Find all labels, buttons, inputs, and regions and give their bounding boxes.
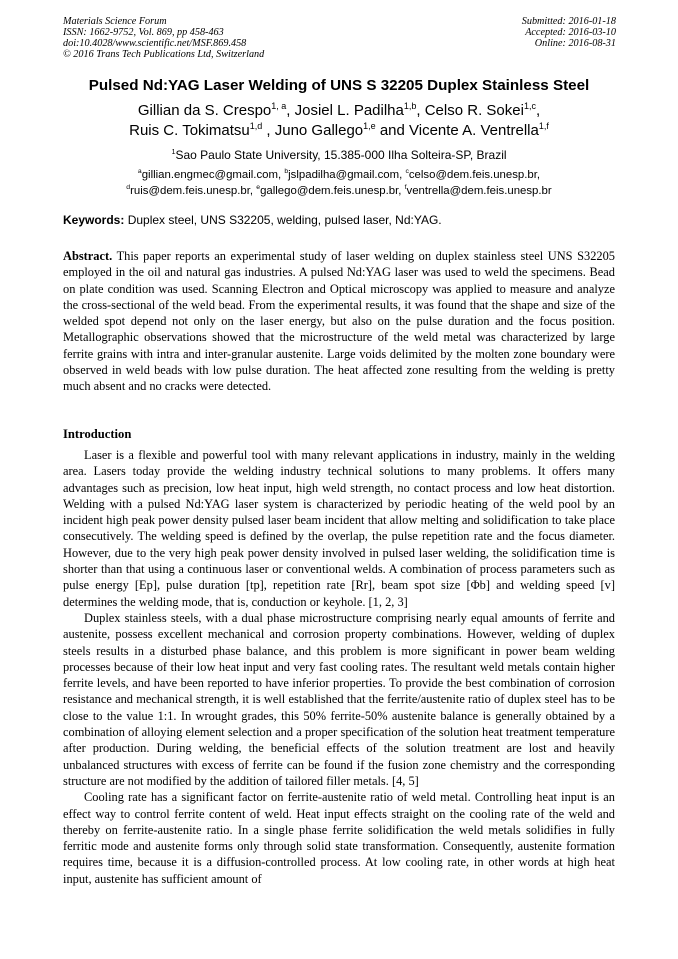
author-sup: 1,b [403, 101, 417, 111]
email-sup: d [126, 183, 131, 191]
keywords-label: Keywords: [63, 213, 125, 227]
email-line-2 [0, 184, 678, 200]
email-d: ruis@dem.feis.unesp.br, [130, 184, 257, 197]
issn-line: ISSN: 1662-9752, Vol. 869, pp 458-463 [63, 27, 224, 38]
email-e: gallego@dem.feis.unesp.br, [260, 184, 405, 197]
journal-header-left [63, 16, 264, 60]
journal-header-right [522, 16, 616, 49]
email-b: jslpadilha@gmail.com, [288, 169, 406, 181]
keywords-text: Duplex steel, UNS S32205, welding, pulsed laser, Nd:YAG. [124, 213, 442, 227]
accepted-date: Accepted: 2016-03-10 [525, 27, 616, 38]
email-sup: b [284, 168, 289, 176]
email-line-1 [0, 168, 678, 184]
journal-name: Materials Science Forum [63, 16, 167, 27]
author-line-2 [0, 121, 678, 141]
author-sup: 1, a [271, 101, 287, 111]
email-a: gillian.engmec@gmail.com, [141, 169, 285, 181]
intro-paragraph-2: Duplex stainless steels, with a dual phase microstructure comprising nearly equal amounts of ferrite and austenite, possess excellent mechanical and corrosion property combinations. However, welding of duplex steels results in a disturbed phase balance, and this problem is more significant in power beam welding processes because of their low heat input and very fast cooling rates. The resultant weld metals contain higher ferrite levels, and have been reported to have inferior properties. To provide the best combination of corrosion resistance and mechanical strength, it is well established that the ferrite/austenite ratio of duplex steel has to be close to the value 1:1. In wrought grades, this 50% ferrite-50% austenite balance is generally obtained by a combination of alloying element selection and a proper specification of the solution heat treatment temperature after production. During welding, the beneficial effects of the solution treatment are lost and heavily unbalanced structures with excess of ferrite can be found if the fusion zone chemistry and the corresponding structure are not modified by the addition of tailored filler metals. [4, 5] [63, 610, 615, 788]
intro-paragraph-3: Cooling rate has a significant factor on ferrite-austenite ratio of weld metal. Controlling heat input is an effect way to control ferrite content of weld. Heat input effects straight on the cooling rate of the weld and thereby on ferrite-austenite ratio. In a single phase ferrite solidification the weld metals solidifies in fully ferritic mode and austenite forms only through solid state transformation. Consequently, austenite formation requires time, because it is a diffusion-controlled process. At low cooling rate, in other words at high heat input, austenite has sufficient amount of [63, 790, 615, 886]
email-c: celso@dem.feis.unesp.br, [408, 169, 541, 181]
keywords [63, 213, 623, 227]
intro-paragraph-1: Laser is a flexible and powerful tool with many relevant applications in industry, mainly in the welding area. Lasers today provide the welding industry technical solutions to many problems. It offers many advantages such as precision, low heat input, high weld strength, no contact process and low heat distortion. Welding with a pulsed Nd:YAG laser system is characterized by periodic heating of the weld pool by an incident high peak power density pulsed laser beam incident that allow melting and solidification to take place consecutively. The welding speed is defined by the overlap, the pulse repetition rate and the focus diameter. However, due to the very high peak power density involved in pulsed laser welding, the solidification time is shorter than that using a continuous laser or conventional welds. A combination of process parameters such as pulse energy [Ep], pulse duration [tp], repetition rate [Rr], beam spot size [Φb] and welding speed [v] determines the welding mode, that is, conduction or keyhole. [1, 2, 3] [63, 448, 615, 609]
doi-line: doi:10.4028/www.scientific.net/MSF.869.458 [63, 38, 247, 49]
abstract-label: Abstract. [63, 249, 113, 263]
copyright-line: © 2016 Trans Tech Publications Ltd, Switzerland [63, 49, 265, 60]
author-sup: 1,e [363, 121, 376, 131]
author-separator: , [535, 102, 541, 119]
author-emails [0, 168, 678, 199]
affiliation-sup: 1 [171, 147, 176, 156]
submitted-date: Submitted: 2016-01-18 [521, 16, 616, 27]
author-name: , Josiel L. Padilha [286, 102, 404, 119]
email-sup: c [405, 168, 409, 176]
abstract-text: This paper reports an experimental study of laser welding on duplex stainless steel UNS S32205 employed in the oil and natural gas industries. A pulsed Nd:YAG laser was used to weld the specimens. Bead on plate condition was used. Scanning Electron and Optical microscopy was applied to measure and analyze the cross-sectional of the weld bead. From the experimental results, it was found that the shape and size of the welded spot depend not only on the laser energy, but also on the pulse duration and the focus position. Metallographic observations showed that the microstructure of the weld metal was characterized by large ferrite grains with intra and inter-granular austenite. Large voids delimited by the molten zone boundary were observed in weld beads with low pulse duration. The heat affected zone resulting from the welding is pretty much absent and no cracks were detected. [63, 249, 615, 394]
author-sup: 1,f [538, 121, 549, 131]
abstract [63, 248, 615, 395]
author-sup: 1,d [249, 121, 263, 131]
author-name: and Vicente A. Ventrella [375, 122, 539, 139]
author-list [0, 101, 678, 141]
email-sup: a [137, 168, 142, 176]
section-heading-introduction: Introduction [63, 427, 132, 441]
affiliation-text: Sao Paulo State University, 15.385-000 Ilha Solteira-SP, Brazil [175, 148, 507, 162]
abstract-paragraph [63, 248, 615, 395]
affiliation [0, 148, 678, 162]
author-name: , Juno Gallego [262, 122, 364, 139]
author-name: Gillian da S. Crespo [137, 102, 272, 119]
introduction-body [63, 447, 615, 887]
email-sup: e [256, 183, 261, 191]
online-date: Online: 2016-08-31 [534, 38, 616, 49]
email-f: ventrella@dem.feis.unesp.br [406, 184, 552, 197]
author-sup: 1,c [523, 101, 536, 111]
paper-title: Pulsed Nd:YAG Laser Welding of UNS S 32205 Duplex Stainless Steel [88, 77, 590, 94]
author-name: Ruis C. Tokimatsu [129, 122, 250, 139]
email-sup: f [404, 183, 407, 191]
author-line-1 [0, 101, 678, 121]
author-name: , Celso R. Sokei [416, 102, 524, 119]
